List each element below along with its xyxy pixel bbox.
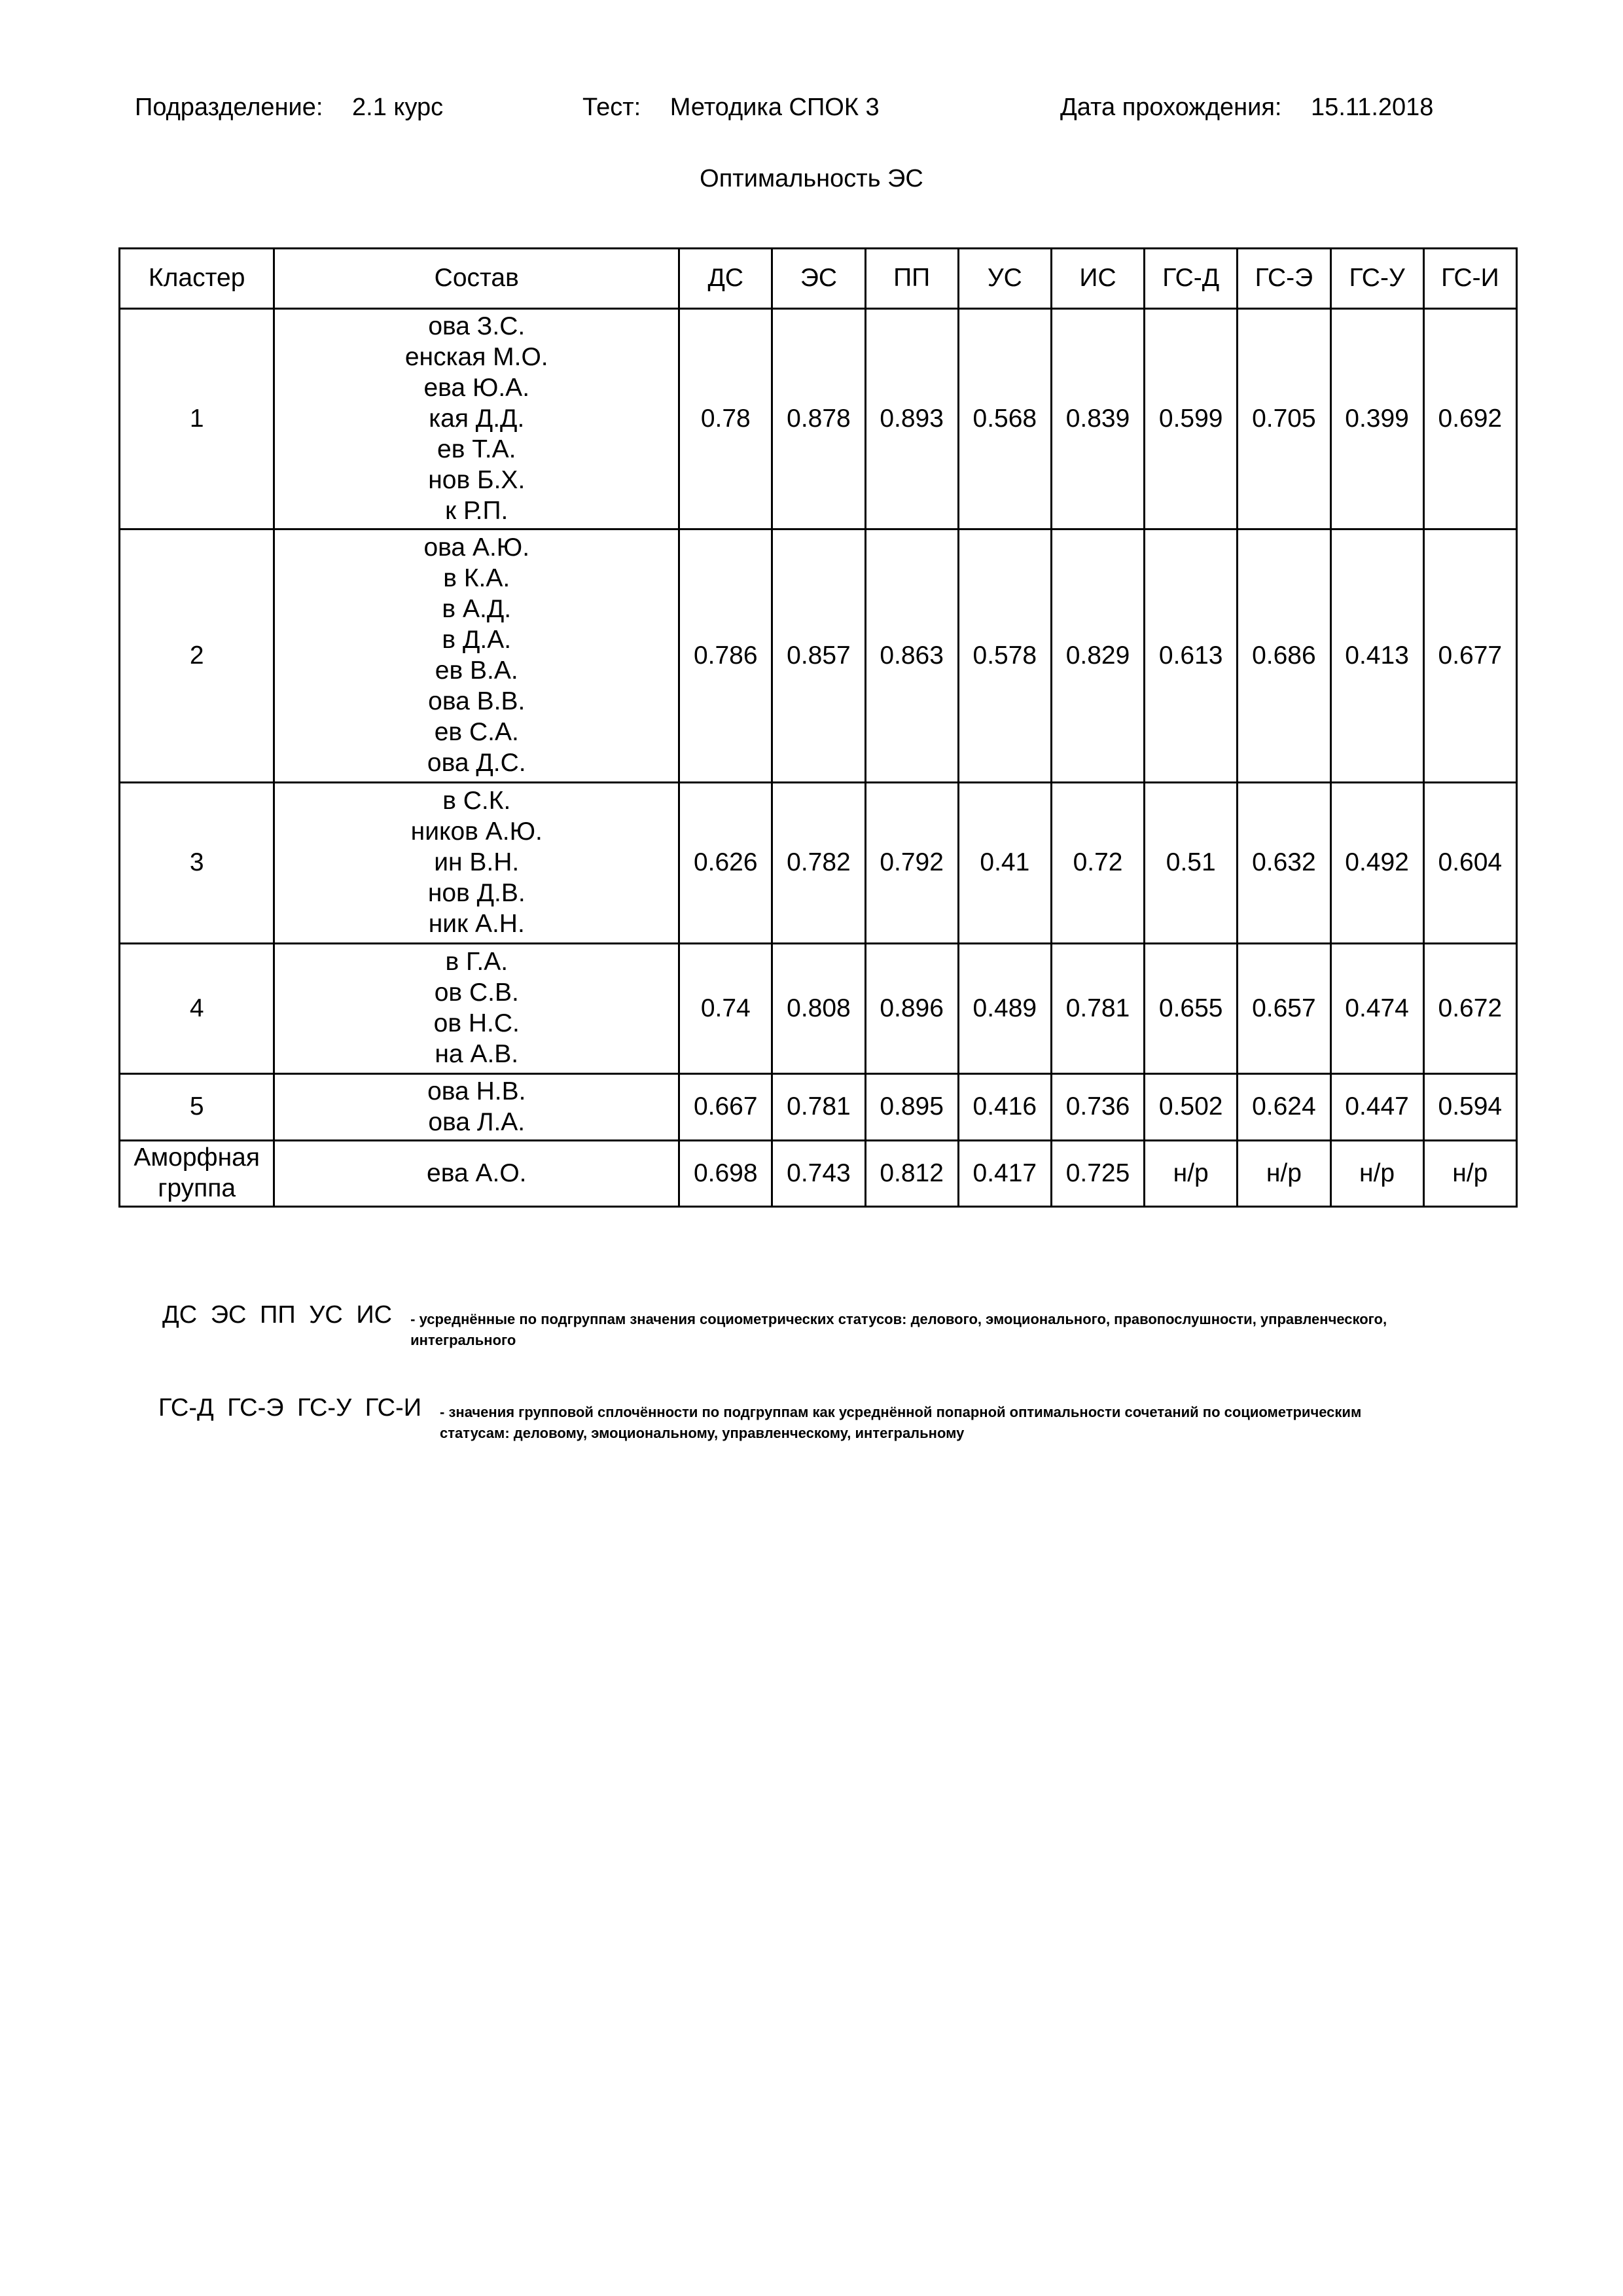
value-cell: 0.657 bbox=[1238, 944, 1330, 1074]
member-name: ова Н.В. bbox=[427, 1077, 526, 1105]
value-cell: 0.829 bbox=[1051, 529, 1144, 783]
value-cell: 0.594 bbox=[1423, 1074, 1516, 1141]
value-cell: 0.489 bbox=[958, 944, 1051, 1074]
value-cell: 0.72 bbox=[1051, 783, 1144, 944]
value-cell: 0.863 bbox=[865, 529, 958, 783]
value-cell: 0.604 bbox=[1423, 783, 1516, 944]
cluster-cell: Аморфная группа bbox=[120, 1141, 274, 1207]
test-field bbox=[582, 94, 880, 122]
legend-description: - значения групповой сплочённости по подгруппам как усреднённой попарной оптимальности сочетаний по социометрическим статусам: деловому, эмоциональному, управленческому, интегральному bbox=[440, 1404, 1362, 1441]
value-cell: 0.686 bbox=[1238, 529, 1330, 783]
table-row bbox=[120, 1074, 1517, 1141]
table-row bbox=[120, 309, 1517, 529]
value-cell: 0.626 bbox=[679, 783, 772, 944]
member-name: ов С.В. bbox=[434, 978, 519, 1007]
value-cell: 0.599 bbox=[1145, 309, 1238, 529]
cluster-cell: 3 bbox=[120, 783, 274, 944]
member-name: ова Д.С. bbox=[427, 749, 526, 777]
column-header-gs-i: ГС-И bbox=[1423, 249, 1516, 309]
member-name: ова А.Ю. bbox=[423, 533, 530, 562]
value-cell: 0.895 bbox=[865, 1074, 958, 1141]
value-cell: 0.78 bbox=[679, 309, 772, 529]
value-cell: 0.782 bbox=[772, 783, 865, 944]
member-name: к Р.П. bbox=[445, 496, 508, 525]
legend-abbreviations: ГС-Д ГС-Э ГС-У ГС-И bbox=[158, 1394, 422, 1422]
table-row bbox=[120, 529, 1517, 783]
column-header-pp: ПП bbox=[865, 249, 958, 309]
cluster-cell: 4 bbox=[120, 944, 274, 1074]
value-cell: 0.655 bbox=[1145, 944, 1238, 1074]
cluster-cell: 2 bbox=[120, 529, 274, 783]
value-cell: 0.502 bbox=[1145, 1074, 1238, 1141]
value-cell: н/р bbox=[1145, 1141, 1238, 1207]
test-value: Методика СПОК 3 bbox=[669, 94, 880, 121]
value-cell: 0.781 bbox=[772, 1074, 865, 1141]
member-name: ова Л.А. bbox=[428, 1107, 526, 1136]
table-row bbox=[120, 1141, 1517, 1207]
member-name: на А.В. bbox=[435, 1040, 519, 1068]
value-cell: 0.736 bbox=[1051, 1074, 1144, 1141]
value-cell: 0.896 bbox=[865, 944, 958, 1074]
column-header-is: ИС bbox=[1051, 249, 1144, 309]
cluster-cell: 1 bbox=[120, 309, 274, 529]
members-cell bbox=[274, 309, 679, 529]
value-cell: 0.613 bbox=[1145, 529, 1238, 783]
table-header-row bbox=[120, 249, 1517, 309]
member-name: ева А.О. bbox=[427, 1158, 527, 1187]
value-cell: 0.632 bbox=[1238, 783, 1330, 944]
value-cell: 0.743 bbox=[772, 1141, 865, 1207]
member-name: ова В.В. bbox=[428, 687, 526, 715]
value-cell: 0.624 bbox=[1238, 1074, 1330, 1141]
value-cell: 0.781 bbox=[1051, 944, 1144, 1074]
value-cell: 0.399 bbox=[1330, 309, 1423, 529]
document-title: Оптимальность ЭС bbox=[700, 165, 923, 192]
value-cell: 0.792 bbox=[865, 783, 958, 944]
value-cell: 0.413 bbox=[1330, 529, 1423, 783]
value-cell: 0.808 bbox=[772, 944, 865, 1074]
value-cell: 0.786 bbox=[679, 529, 772, 783]
value-cell: 0.725 bbox=[1051, 1141, 1144, 1207]
value-cell: 0.812 bbox=[865, 1141, 958, 1207]
column-header-es: ЭС bbox=[772, 249, 865, 309]
value-cell: н/р bbox=[1330, 1141, 1423, 1207]
value-cell: 0.878 bbox=[772, 309, 865, 529]
member-name: ева Ю.А. bbox=[423, 373, 530, 402]
members-cell bbox=[274, 1141, 679, 1207]
member-name: ев С.А. bbox=[434, 718, 519, 746]
division-value: 2.1 курс bbox=[352, 94, 444, 121]
value-cell: 0.74 bbox=[679, 944, 772, 1074]
members-cell bbox=[274, 783, 679, 944]
member-name: ников А.Ю. bbox=[410, 817, 543, 846]
member-name: в Г.А. bbox=[445, 948, 508, 976]
member-name: нов Б.Х. bbox=[428, 465, 526, 494]
value-cell: 0.417 bbox=[958, 1141, 1051, 1207]
legend-abbreviations: ДС ЭС ПП УС ИС bbox=[162, 1301, 393, 1329]
value-cell: 0.698 bbox=[679, 1141, 772, 1207]
value-cell: 0.677 bbox=[1423, 529, 1516, 783]
table-row bbox=[120, 783, 1517, 944]
value-cell: 0.839 bbox=[1051, 309, 1144, 529]
value-cell: 0.893 bbox=[865, 309, 958, 529]
results-table bbox=[118, 247, 1518, 1208]
member-name: ев В.А. bbox=[435, 656, 518, 685]
member-name: ник А.Н. bbox=[428, 910, 525, 938]
member-name: ев Т.А. bbox=[437, 435, 516, 463]
column-header-members: Состав bbox=[274, 249, 679, 309]
value-cell: 0.667 bbox=[679, 1074, 772, 1141]
date-field bbox=[1060, 94, 1433, 122]
table-body bbox=[120, 309, 1517, 1207]
column-header-gs-u: ГС-У bbox=[1330, 249, 1423, 309]
table-row bbox=[120, 944, 1517, 1074]
value-cell: 0.447 bbox=[1330, 1074, 1423, 1141]
division-field bbox=[135, 94, 443, 122]
member-name: ов Н.С. bbox=[433, 1009, 520, 1037]
test-label: Тест: bbox=[582, 94, 641, 121]
legend-status-abbreviations bbox=[162, 1301, 1405, 1351]
value-cell: 0.41 bbox=[958, 783, 1051, 944]
value-cell: 0.857 bbox=[772, 529, 865, 783]
member-name: ин В.Н. bbox=[434, 848, 520, 876]
division-label: Подразделение: bbox=[135, 94, 323, 121]
column-header-us: УС bbox=[958, 249, 1051, 309]
column-header-ds: ДС bbox=[679, 249, 772, 309]
column-header-gs-d: ГС-Д bbox=[1145, 249, 1238, 309]
date-value: 15.11.2018 bbox=[1311, 94, 1434, 121]
member-name: в С.К. bbox=[442, 787, 511, 815]
member-name: кая Д.Д. bbox=[429, 404, 525, 433]
value-cell: 0.492 bbox=[1330, 783, 1423, 944]
legend-cohesion-abbreviations bbox=[158, 1394, 1389, 1444]
value-cell: 0.578 bbox=[958, 529, 1051, 783]
value-cell: 0.474 bbox=[1330, 944, 1423, 1074]
member-name: нов Д.В. bbox=[427, 879, 526, 907]
value-cell: 0.672 bbox=[1423, 944, 1516, 1074]
value-cell: 0.692 bbox=[1423, 309, 1516, 529]
value-cell: н/р bbox=[1423, 1141, 1516, 1207]
value-cell: 0.568 bbox=[958, 309, 1051, 529]
legend-description: - усреднённые по подгруппам значения социометрических статусов: делового, эмоционального, правопослушности, управленческого, интегрального bbox=[410, 1311, 1387, 1348]
value-cell: 0.416 bbox=[958, 1074, 1051, 1141]
member-name: в К.А. bbox=[443, 564, 510, 592]
value-cell: н/р bbox=[1238, 1141, 1330, 1207]
date-label: Дата прохождения: bbox=[1060, 94, 1282, 121]
value-cell: 0.705 bbox=[1238, 309, 1330, 529]
members-cell bbox=[274, 529, 679, 783]
member-name: ова З.С. bbox=[428, 312, 526, 340]
member-name: енская М.О. bbox=[404, 342, 548, 371]
cluster-cell: 5 bbox=[120, 1074, 274, 1141]
member-name: в А.Д. bbox=[442, 595, 512, 623]
column-header-gs-e: ГС-Э bbox=[1238, 249, 1330, 309]
members-cell bbox=[274, 944, 679, 1074]
column-header-cluster: Кластер bbox=[120, 249, 274, 309]
members-cell bbox=[274, 1074, 679, 1141]
member-name: в Д.А. bbox=[442, 626, 512, 654]
value-cell: 0.51 bbox=[1145, 783, 1238, 944]
